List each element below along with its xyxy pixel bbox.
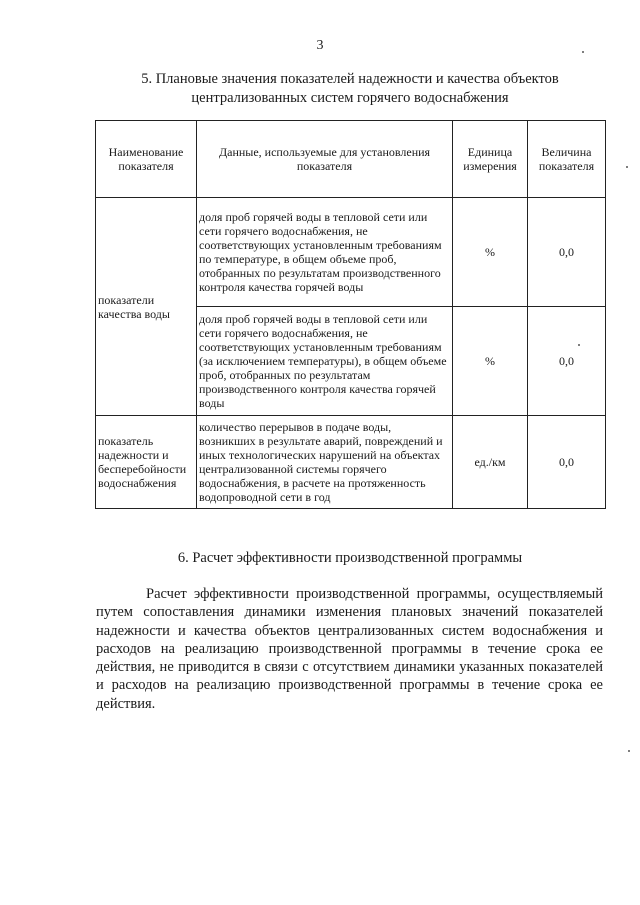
row-data-cell: количество перерывов в подаче воды, возникших в результате аварий, повреждений и иных технологических нарушений на объектах централизованной системы горячего водоснабжения, в расчете на протяженность водопроводной сети в год	[197, 416, 453, 509]
header-unit: Единица измерения	[453, 121, 528, 198]
scan-speck	[626, 166, 628, 168]
row-value-cell: 0,0	[528, 198, 606, 307]
section-6-paragraph: Расчет эффективности производственной программы, осуществляемый путем сопоставления динамики изменения плановых значений показателей надежности и качества объектов централизованных систем водоснабжения и расходов на реализацию производственной программы в течение срока ее действия, не приводится в связи с отсутствием динамики указанных показателей и расходов на реализацию производственной программы в течение срока ее действия.	[96, 586, 603, 712]
header-data: Данные, используемые для установления показателя	[197, 121, 453, 198]
row-unit-cell: ед./км	[453, 416, 528, 509]
section-5-heading	[96, 70, 604, 108]
table-row	[96, 416, 606, 509]
header-indicator-name: Наименование показателя	[96, 121, 197, 198]
row-data-cell: доля проб горячей воды в тепловой сети или сети горячего водоснабжения, не соответствующих установленным требованиям по температуре, в общем объеме проб, отобранных по результатам производственного контроля качества горячей воды	[197, 198, 453, 307]
row-value-cell: 0,0	[528, 307, 606, 416]
group-quality-cell: показатели качества воды	[96, 198, 197, 416]
page-number: 3	[316, 38, 324, 53]
indicators-table	[95, 120, 606, 509]
table-header-row	[96, 121, 606, 198]
section-5-title-line-1: 5. Плановые значения показателей надежности и качества объектов	[141, 71, 559, 87]
scan-speck	[578, 344, 580, 346]
table-row	[96, 198, 606, 307]
row-unit-cell: %	[453, 198, 528, 307]
row-unit-cell: %	[453, 307, 528, 416]
scan-speck	[582, 51, 584, 53]
row-data-cell: доля проб горячей воды в тепловой сети или сети горячего водоснабжения, не соответствующих установленным требованиям (за исключением температуры), в общем объеме проб, отобранных по результатам производственного контроля качества горячей воды	[197, 307, 453, 416]
header-value: Величина показателя	[528, 121, 606, 198]
row-value-cell: 0,0	[528, 416, 606, 509]
group-reliability-cell: показатель надежности и бесперебойности водоснабжения	[96, 416, 197, 509]
section-6-heading: 6. Расчет эффективности производственной программы	[177, 550, 523, 566]
section-5-title-line-2: централизованных систем горячего водоснабжения	[191, 90, 509, 106]
scan-speck	[628, 750, 630, 752]
